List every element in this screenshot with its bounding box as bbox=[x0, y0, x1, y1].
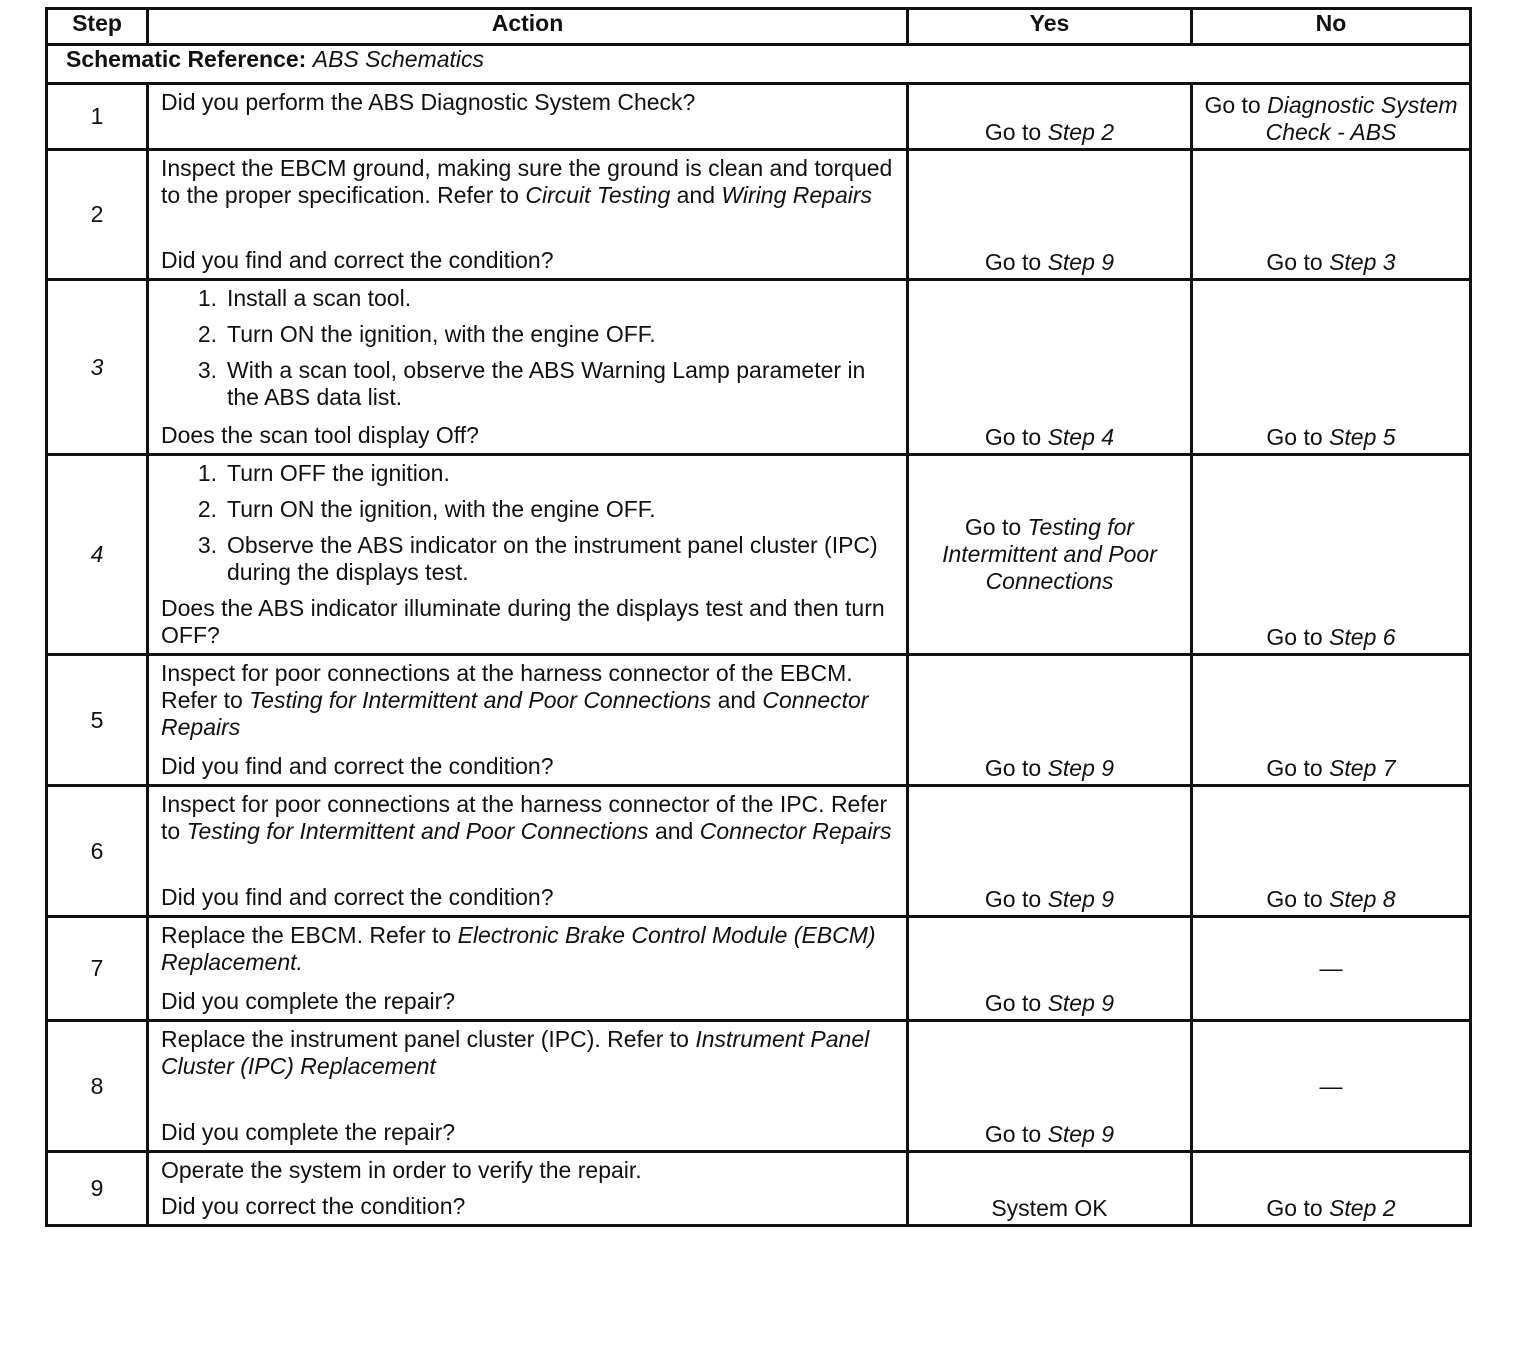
action-link[interactable]: Connector Repairs bbox=[699, 818, 892, 844]
list-item: 1. Install a scan tool. bbox=[197, 285, 412, 311]
yes-cell bbox=[908, 84, 1192, 150]
action-cell bbox=[148, 1152, 908, 1226]
step-number: 9 bbox=[47, 1152, 148, 1226]
action-text: Inspect the EBCM ground, making sure the ground is clean and torqued to the proper specification. Refer to bbox=[161, 155, 893, 208]
go-to-text: Go to bbox=[1204, 92, 1261, 118]
action-text: Operate the system in order to verify the repair. bbox=[161, 1157, 642, 1183]
step-number: 8 bbox=[47, 1021, 148, 1152]
no-cell bbox=[1192, 1021, 1471, 1152]
go-to-text: Go to bbox=[1266, 755, 1323, 781]
action-text: Inspect for poor connections at the harness connector of the IPC. Refer to bbox=[161, 791, 888, 844]
action-text: and bbox=[717, 687, 756, 713]
action-link[interactable]: Electronic Brake Control Module (EBCM) Replacement. bbox=[161, 922, 876, 975]
no-cell bbox=[1192, 655, 1471, 786]
no-cell bbox=[1192, 455, 1471, 655]
action-link[interactable]: Circuit Testing bbox=[525, 182, 671, 208]
action-question: Did you find and correct the condition? bbox=[161, 884, 554, 910]
action-link[interactable]: Connector Repairs bbox=[161, 687, 869, 740]
yes-cell bbox=[908, 455, 1192, 655]
action-question: Did you correct the condition? bbox=[161, 1193, 466, 1219]
action-text: and bbox=[676, 182, 716, 208]
go-to-text: Go to bbox=[984, 1121, 1042, 1147]
yes-result-text: System OK bbox=[991, 1195, 1108, 1221]
go-to-text: Go to bbox=[964, 514, 1022, 540]
action-cell bbox=[148, 786, 908, 917]
header-no: No bbox=[1192, 9, 1471, 45]
schematic-reference bbox=[47, 45, 1471, 84]
no-cell bbox=[1192, 917, 1471, 1021]
go-to-text: Go to bbox=[984, 119, 1042, 145]
yes-cell bbox=[908, 280, 1192, 455]
action-text: Replace the EBCM. Refer to bbox=[161, 922, 452, 948]
schematic-reference-row bbox=[47, 45, 1471, 84]
step-number: 7 bbox=[47, 917, 148, 1021]
table-header-row bbox=[47, 9, 1471, 45]
yes-link[interactable]: Step 9 bbox=[1047, 886, 1115, 912]
yes-cell bbox=[908, 150, 1192, 280]
action-question: Does the scan tool display Off? bbox=[161, 422, 479, 448]
action-cell bbox=[148, 455, 908, 655]
table-row bbox=[47, 917, 1471, 1021]
header-step: Step bbox=[47, 9, 148, 45]
go-to-text: Go to bbox=[984, 249, 1042, 275]
no-link[interactable]: Step 8 bbox=[1329, 886, 1396, 912]
header-action: Action bbox=[148, 9, 908, 45]
yes-link[interactable]: Step 9 bbox=[1047, 755, 1115, 781]
go-to-text: Go to bbox=[984, 886, 1042, 912]
no-dash: — bbox=[1319, 1072, 1343, 1099]
go-to-text: Go to bbox=[1266, 886, 1323, 912]
table-row bbox=[47, 150, 1471, 280]
step-number: 3 bbox=[47, 280, 148, 455]
action-text: and bbox=[654, 818, 694, 844]
table-row bbox=[47, 1152, 1471, 1226]
no-cell bbox=[1192, 786, 1471, 917]
action-link[interactable]: Wiring Repairs bbox=[721, 182, 873, 208]
yes-link[interactable]: Step 2 bbox=[1047, 119, 1115, 145]
list-item: 2. Turn ON the ignition, with the engine OFF. bbox=[197, 321, 656, 347]
action-question: Did you complete the repair? bbox=[161, 1119, 456, 1145]
yes-link[interactable]: Step 9 bbox=[1047, 1121, 1115, 1147]
action-question: Did you complete the repair? bbox=[161, 988, 456, 1014]
step-number: 5 bbox=[47, 655, 148, 786]
action-link[interactable]: Instrument Panel Cluster (IPC) Replacement bbox=[161, 1026, 870, 1079]
no-link[interactable]: Diagnostic System Check - ABS bbox=[1265, 92, 1458, 145]
action-cell bbox=[148, 655, 908, 786]
action-cell bbox=[148, 84, 908, 150]
no-link[interactable]: Step 3 bbox=[1329, 249, 1396, 275]
list-item: 3. Observe the ABS indicator on the instrument panel cluster (IPC) during the displays test. bbox=[197, 532, 878, 585]
yes-cell bbox=[908, 1152, 1192, 1226]
table-row bbox=[47, 786, 1471, 917]
no-link[interactable]: Step 7 bbox=[1329, 755, 1396, 781]
action-question: Did you find and correct the condition? bbox=[161, 753, 554, 779]
list-item: 2. Turn ON the ignition, with the engine OFF. bbox=[197, 496, 656, 522]
diagnostic-table bbox=[45, 7, 1472, 1227]
yes-link[interactable]: Step 9 bbox=[1047, 249, 1115, 275]
no-cell bbox=[1192, 1152, 1471, 1226]
no-cell bbox=[1192, 84, 1471, 150]
table-row bbox=[47, 655, 1471, 786]
yes-cell bbox=[908, 655, 1192, 786]
list-item: 3. With a scan tool, observe the ABS Warning Lamp parameter in the ABS data list. bbox=[197, 357, 866, 410]
go-to-text: Go to bbox=[1266, 1195, 1323, 1221]
schematic-reference-label: Schematic Reference: bbox=[66, 46, 307, 72]
action-text: Inspect for poor connections at the harness connector of the EBCM. Refer to bbox=[161, 660, 853, 713]
list-item: 1. Turn OFF the ignition. bbox=[197, 460, 450, 486]
action-text: Replace the instrument panel cluster (IPC). Refer to bbox=[161, 1026, 689, 1052]
step-number: 6 bbox=[47, 786, 148, 917]
no-dash: — bbox=[1319, 955, 1343, 981]
go-to-text: Go to bbox=[1266, 424, 1323, 450]
go-to-text: Go to bbox=[984, 755, 1042, 781]
yes-cell bbox=[908, 917, 1192, 1021]
action-cell bbox=[148, 1021, 908, 1152]
action-steps-list bbox=[161, 460, 898, 595]
action-cell bbox=[148, 280, 908, 455]
action-link[interactable]: Testing for Intermittent and Poor Connections bbox=[186, 818, 649, 844]
action-steps-list bbox=[161, 285, 898, 420]
step-number: 1 bbox=[47, 84, 148, 150]
step-number: 4 bbox=[47, 455, 148, 655]
yes-link[interactable]: Testing for Intermittent and Poor Connections bbox=[942, 514, 1157, 594]
action-question: Does the ABS indicator illuminate during the displays test and then turn OFF? bbox=[161, 595, 885, 648]
schematic-reference-link[interactable]: ABS Schematics bbox=[312, 46, 485, 72]
action-question: Did you perform the ABS Diagnostic System Check? bbox=[161, 89, 696, 115]
go-to-text: Go to bbox=[984, 424, 1042, 450]
no-cell bbox=[1192, 280, 1471, 455]
no-link[interactable]: Step 2 bbox=[1329, 1195, 1396, 1221]
go-to-text: Go to bbox=[1266, 249, 1323, 275]
no-link[interactable]: Step 6 bbox=[1329, 624, 1396, 650]
table-row bbox=[47, 280, 1471, 455]
yes-link[interactable]: Step 9 bbox=[1047, 990, 1115, 1016]
table-row bbox=[47, 1021, 1471, 1152]
action-cell bbox=[148, 150, 908, 280]
header-yes: Yes bbox=[908, 9, 1192, 45]
no-link[interactable]: Step 5 bbox=[1329, 424, 1396, 450]
table-row bbox=[47, 455, 1471, 655]
table-row bbox=[47, 84, 1471, 150]
go-to-text: Go to bbox=[984, 990, 1042, 1016]
yes-cell bbox=[908, 1021, 1192, 1152]
yes-link[interactable]: Step 4 bbox=[1047, 424, 1115, 450]
action-question: Did you find and correct the condition? bbox=[161, 247, 554, 273]
no-cell bbox=[1192, 150, 1471, 280]
go-to-text: Go to bbox=[1266, 624, 1323, 650]
action-cell bbox=[148, 917, 908, 1021]
action-link[interactable]: Testing for Intermittent and Poor Connections bbox=[249, 687, 712, 713]
step-number: 2 bbox=[47, 150, 148, 280]
yes-cell bbox=[908, 786, 1192, 917]
